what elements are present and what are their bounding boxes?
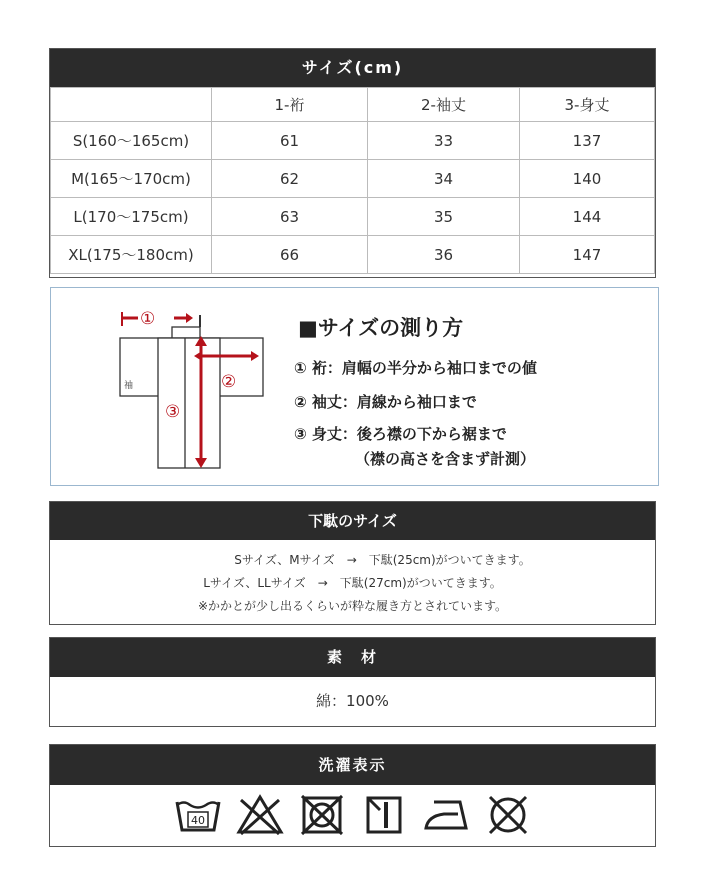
table-cell: 61 (212, 122, 368, 160)
diagram-marker-3: ③ (165, 402, 181, 422)
wash-temp: 40 (190, 814, 205, 827)
sleeve-label: 袖 (124, 381, 134, 391)
table-cell: M(165～170cm) (51, 160, 212, 198)
table-row (51, 236, 655, 274)
table-cell: 147 (520, 236, 655, 274)
size-table (50, 87, 655, 274)
diagram-marker-2: ② (221, 372, 237, 392)
geta-line-2: Lサイズ、LLサイズ → 下駄(27cm)がついてきます。 (203, 576, 502, 590)
kimono-diagram (110, 300, 270, 475)
no-dry-clean-icon (484, 794, 532, 836)
measure-guide-title: ■サイズの測り方 (298, 316, 464, 340)
no-tumble-dry-icon (298, 794, 346, 836)
table-header-cell: 1-裄 (212, 88, 368, 122)
line-dry-icon (360, 794, 408, 836)
table-cell: S(160～165cm) (51, 122, 212, 160)
table-cell: 35 (368, 198, 520, 236)
geta-note: ※かかとが少し出るくらいが粋な履き方とされています。 (197, 599, 508, 613)
material-box (49, 637, 656, 727)
table-cell: 137 (520, 122, 655, 160)
table-cell: 144 (520, 198, 655, 236)
care-icons-row (50, 785, 655, 845)
table-cell: 63 (212, 198, 368, 236)
table-row (51, 160, 655, 198)
table-cell: 66 (212, 236, 368, 274)
geta-size-box (49, 501, 656, 625)
material-value: 綿：100% (316, 692, 389, 710)
table-cell: L(170～175cm) (51, 198, 212, 236)
collar-shape (172, 327, 200, 339)
iron-icon (422, 794, 470, 836)
table-header-cell: 2-袖丈 (368, 88, 520, 122)
measure-line-4: （襟の高さを含まず計測） (355, 450, 536, 468)
table-row (51, 198, 655, 236)
table-cell: 36 (368, 236, 520, 274)
table-cell: 34 (368, 160, 520, 198)
geta-size-title: 下駄のサイズ (50, 502, 655, 540)
table-cell: XL(175～180cm) (51, 236, 212, 274)
diagram-marker-1: ① (140, 309, 156, 329)
no-bleach-icon (236, 794, 284, 836)
wash-40-icon (174, 794, 222, 836)
size-table-box (49, 48, 656, 278)
table-cell: 33 (368, 122, 520, 160)
table-header-cell: 3-身丈 (520, 88, 655, 122)
measure-line-3: ③ 身丈：後ろ襟の下から裾まで (294, 425, 507, 443)
table-cell: 62 (212, 160, 368, 198)
table-header-cell (51, 88, 212, 122)
size-table-title: サイズ(cm) (50, 49, 655, 87)
table-cell: 140 (520, 160, 655, 198)
table-row (51, 122, 655, 160)
care-box (49, 744, 656, 847)
geta-line-1: Sサイズ、Mサイズ → 下駄(25cm)がついてきます。 (234, 553, 531, 567)
table-header-row (51, 88, 655, 122)
material-title: 素 材 (50, 638, 655, 677)
care-title: 洗濯表示 (50, 745, 655, 785)
measure-line-2: ② 袖丈：肩線から袖口まで (294, 393, 477, 411)
measure-line-1: ① 裄：肩幅の半分から袖口までの値 (294, 359, 537, 377)
